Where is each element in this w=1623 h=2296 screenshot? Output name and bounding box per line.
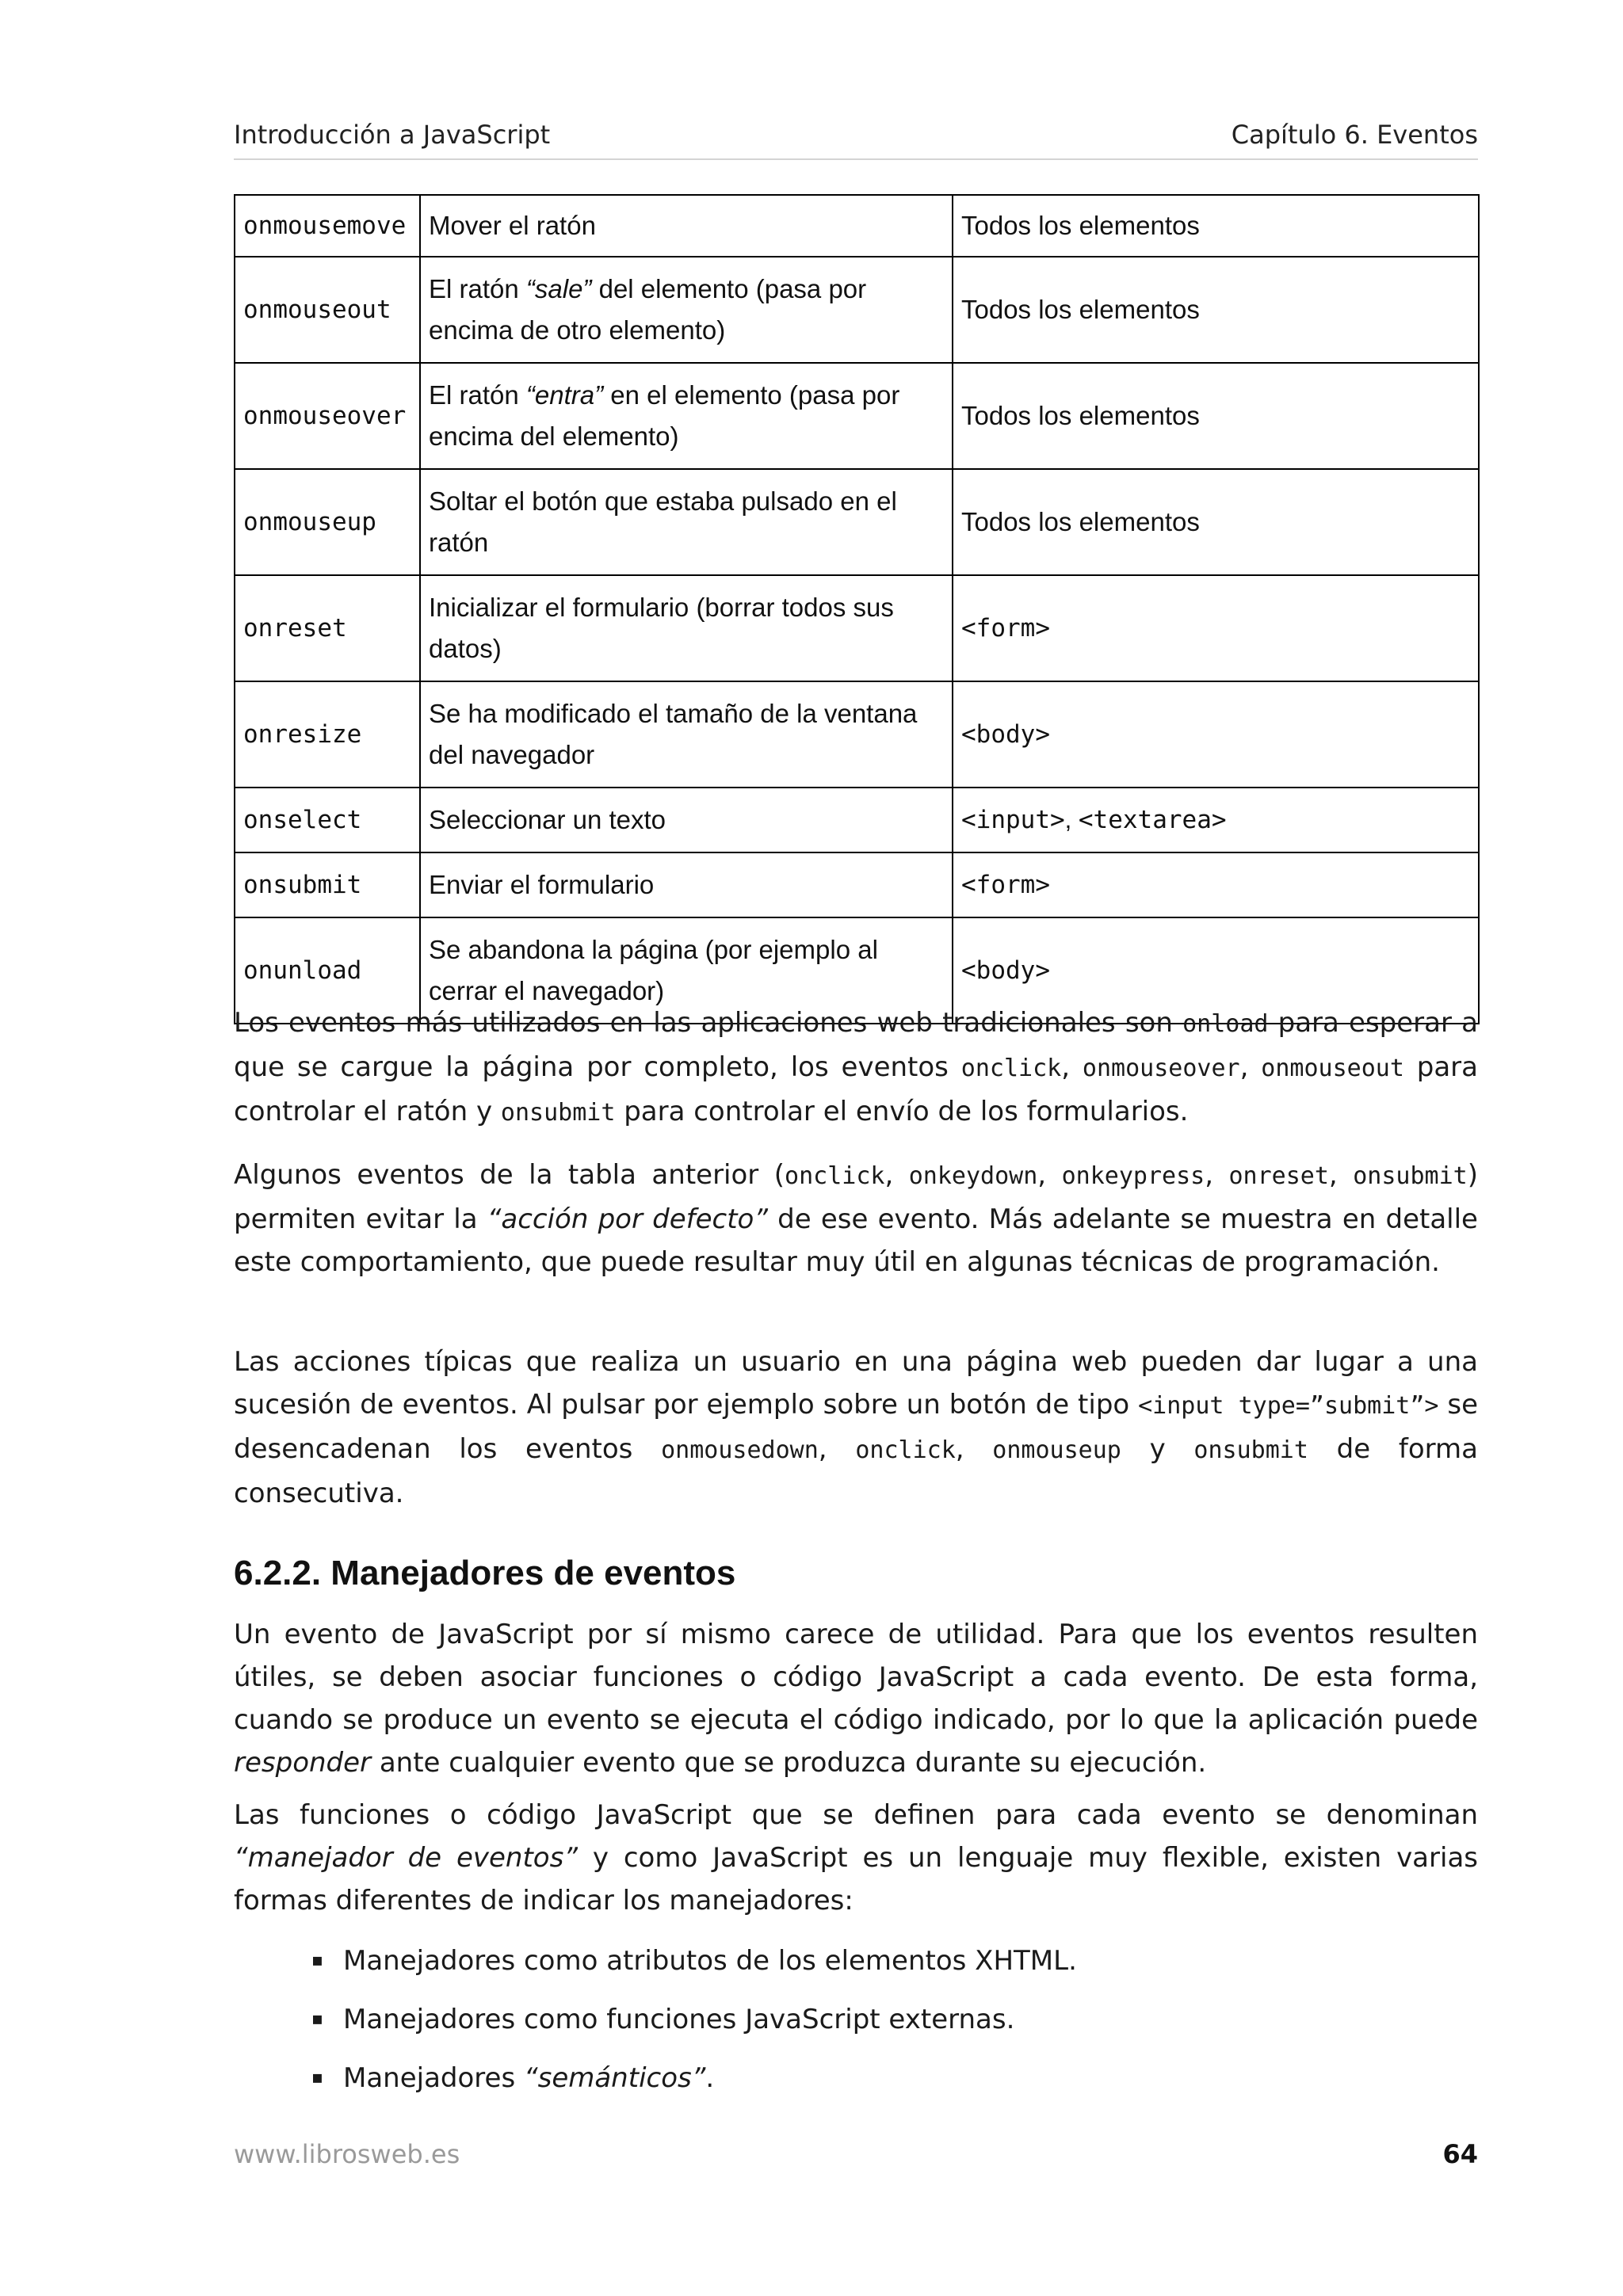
text: ,	[1239, 1051, 1262, 1083]
text: y	[1121, 1433, 1194, 1465]
text: para controlar el ratón y	[234, 1051, 1478, 1127]
description-text: El ratón	[429, 380, 526, 410]
event-description: Soltar el botón que estaba pulsado en el ratón	[420, 469, 953, 575]
inline-code: onsubmit	[1193, 1436, 1308, 1464]
page-number: 64	[1442, 2139, 1478, 2169]
inline-code: onsubmit	[1353, 1162, 1468, 1190]
event-elements: Todos los elementos	[953, 469, 1479, 575]
text: Los eventos más utilizados en las aplicaciones web tradicionales son	[234, 1007, 1183, 1039]
list-item-text: Manejadores como funciones JavaScript externas.	[343, 2004, 1015, 2035]
description-emphasis: “entra”	[525, 380, 604, 410]
event-name: onmouseover	[235, 363, 420, 469]
bullet-square-icon: ▪	[311, 2009, 323, 2029]
event-description: Mover el ratón	[420, 195, 953, 257]
list-item-text: Manejadores como atributos de los elementos XHTML.	[343, 1945, 1077, 1977]
text: ,	[1037, 1159, 1062, 1191]
event-name: onresize	[235, 681, 420, 788]
text: se desencadenan los eventos	[234, 1389, 1478, 1465]
book-title: Introducción a JavaScript	[234, 120, 551, 150]
event-description: Enviar el formulario	[420, 852, 953, 917]
event-name: onsubmit	[235, 852, 420, 917]
text: y como JavaScript es un lenguaje muy flexible, existen varias formas diferentes de indicar los manejadores:	[234, 1842, 1478, 1917]
event-elements: Todos los elementos	[953, 195, 1479, 257]
list-item	[234, 1998, 1077, 2041]
event-elements: <body>	[953, 681, 1479, 788]
text: ,	[884, 1159, 909, 1191]
inline-code: onmouseover	[1082, 1055, 1240, 1082]
event-name: onreset	[235, 575, 420, 681]
separator: ,	[1064, 806, 1079, 833]
inline-code: onmousedown	[661, 1436, 819, 1464]
events-table	[234, 194, 1480, 1024]
page-footer	[234, 2139, 1478, 2169]
inline-code: <input type=”submit”>	[1138, 1392, 1439, 1420]
paragraph-common-events	[234, 1001, 1478, 1135]
list-item-text: .	[705, 2062, 715, 2094]
list-item	[234, 1939, 1077, 1982]
text: ,	[955, 1433, 993, 1465]
event-description: Se abandona la página (por ejemplo al cerrar el navegador)	[420, 917, 953, 1024]
event-elements	[953, 788, 1479, 852]
paragraph-handlers-definition	[234, 1794, 1478, 1922]
paragraph-event-sequence	[234, 1341, 1478, 1515]
inline-code: onreset	[1228, 1162, 1329, 1190]
table-row	[235, 469, 1479, 575]
handler-types-list	[234, 1939, 1077, 2115]
element-tag: <input>	[961, 806, 1065, 834]
text: Las funciones o código JavaScript que se definen para cada evento se denominan	[234, 1799, 1478, 1831]
list-item	[234, 2057, 1077, 2100]
emphasis: “manejador de eventos”	[234, 1842, 578, 1874]
table-row	[235, 195, 1479, 257]
emphasis: “acción por defecto”	[487, 1203, 768, 1235]
event-elements: <form>	[953, 575, 1479, 681]
inline-code: onclick	[960, 1055, 1062, 1082]
text: ,	[1061, 1051, 1083, 1083]
running-header	[234, 119, 1478, 160]
inline-code: onsubmit	[500, 1099, 616, 1127]
event-elements: <body>	[953, 917, 1479, 1024]
text: ,	[818, 1433, 856, 1465]
inline-code: onkeypress	[1061, 1162, 1205, 1190]
inline-code: onmouseup	[992, 1436, 1121, 1464]
event-description: Inicializar el formulario (borrar todos sus datos)	[420, 575, 953, 681]
event-name: onmouseout	[235, 257, 420, 363]
inline-code: onmouseout	[1261, 1055, 1404, 1082]
event-elements: Todos los elementos	[953, 363, 1479, 469]
section-heading: 6.2.2. Manejadores de eventos	[234, 1554, 736, 1592]
site-url[interactable]: www.librosweb.es	[234, 2139, 460, 2169]
text: ,	[1328, 1159, 1354, 1191]
paragraph-handlers-intro	[234, 1613, 1478, 1784]
inline-code: onkeydown	[908, 1162, 1038, 1190]
list-item-text: Manejadores	[343, 2062, 524, 2094]
element-tag: <textarea>	[1078, 806, 1227, 834]
event-description	[420, 257, 953, 363]
emphasis: responder	[234, 1747, 372, 1779]
table-row	[235, 788, 1479, 852]
event-description: Se ha modificado el tamaño de la ventana del navegador	[420, 681, 953, 788]
table-row	[235, 852, 1479, 917]
inline-code: onclick	[855, 1436, 956, 1464]
document-page	[234, 0, 1478, 2296]
paragraph-default-action	[234, 1154, 1478, 1283]
text: de ese evento. Más adelante se muestra en detalle este comportamiento, que puede resultar muy útil en algunas técnicas de programación.	[234, 1203, 1478, 1278]
text: Las acciones típicas que realiza un usuario en una página web pueden dar lugar a una sucesión de eventos. Al pulsar por ejemplo sobre un botón de tipo	[234, 1346, 1478, 1421]
event-name: onmouseup	[235, 469, 420, 575]
event-elements: Todos los elementos	[953, 257, 1479, 363]
text: para esperar a que se cargue la página por completo, los eventos	[234, 1007, 1478, 1083]
description-text: El ratón	[429, 274, 526, 303]
table-row	[235, 363, 1479, 469]
event-description: Seleccionar un texto	[420, 788, 953, 852]
emphasis: “semánticos”	[523, 2062, 706, 2094]
bullet-square-icon: ▪	[311, 2068, 323, 2088]
table-row	[235, 575, 1479, 681]
text: de forma consecutiva.	[234, 1433, 1478, 1509]
chapter-title: Capítulo 6. Eventos	[1231, 120, 1478, 150]
event-description	[420, 363, 953, 469]
event-name: onmousemove	[235, 195, 420, 257]
table-row	[235, 257, 1479, 363]
inline-code: onload	[1182, 1010, 1269, 1038]
event-name: onunload	[235, 917, 420, 1024]
text: ) permiten evitar la	[234, 1159, 1478, 1235]
event-elements: <form>	[953, 852, 1479, 917]
text: Un evento de JavaScript por sí mismo carece de utilidad. Para que los eventos resulten útiles, se deben asociar funciones o código JavaScript a cada evento. De esta forma, cuando se produce un evento se ejecuta el código indicado, por lo que la aplicación puede	[234, 1619, 1478, 1736]
text: ante cualquier evento que se produzca durante su ejecución.	[371, 1747, 1207, 1779]
description-text: del elemento (pasa por encima de otro elemento)	[429, 274, 867, 345]
text: ,	[1205, 1159, 1229, 1191]
description-emphasis: “sale”	[525, 274, 592, 303]
bullet-square-icon: ▪	[311, 1951, 323, 1970]
description-text: en el elemento (pasa por encima del elemento)	[429, 380, 900, 451]
table-row	[235, 681, 1479, 788]
event-name: onselect	[235, 788, 420, 852]
text: para controlar el envío de los formularios.	[615, 1096, 1189, 1127]
inline-code: onclick	[785, 1162, 885, 1190]
text: Algunos eventos de la tabla anterior (	[234, 1159, 785, 1191]
